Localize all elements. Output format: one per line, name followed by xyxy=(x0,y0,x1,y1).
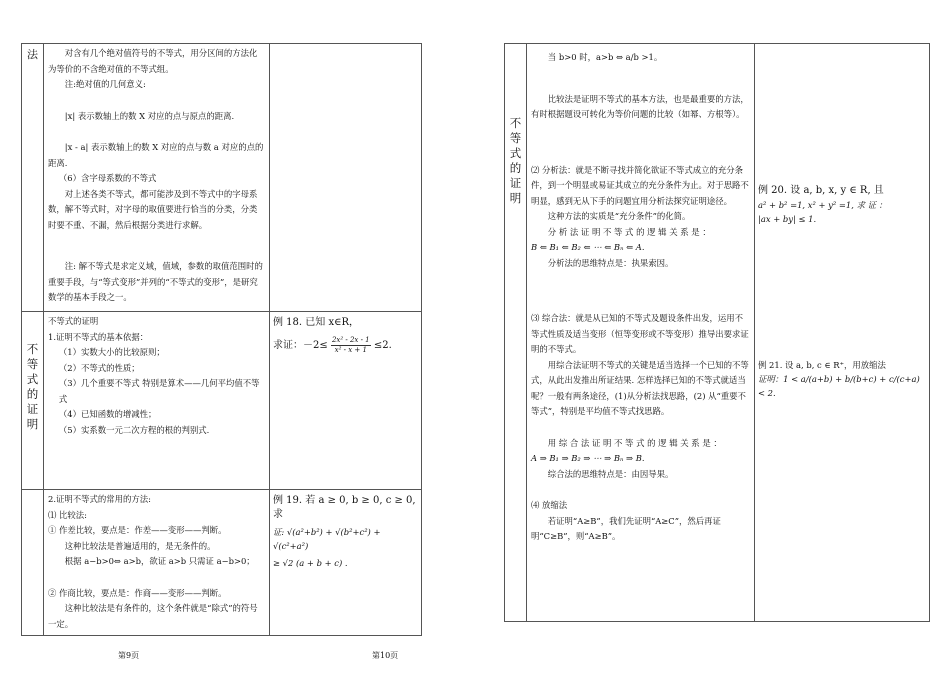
synthesis-key: 用综合法证明不等式的关键是适当选择一个已知的不等式，从此出发推出所证结果. 怎样选择已知的不等式就适当呢？一般有两条途径，(1)从分析法找思路，(2) 从“重要不等式”，特别是平均值不等式找思路。 xyxy=(531,359,749,416)
abs-geometric-note: 注:绝对值的几何意义: xyxy=(64,79,146,89)
synthesis-method: ⑶ 综合法：就是从已知的不等式及题设条件出发，运用不等式性质及适当变形（恒等变形或不等变形）推导出要求证明的不等式。 xyxy=(531,313,749,354)
right-text-cell xyxy=(527,44,755,622)
example-18-prove: 求证：－2≤ xyxy=(273,340,328,351)
analysis-thinking: 分析法的思维特点是：执果索因。 xyxy=(547,257,674,268)
example-18-title: 例 18. 已知 x∈R， xyxy=(273,317,360,328)
example-18-tail: ≤2. xyxy=(373,340,392,351)
example-21-line2: 证明：1 < a/(a+b) + b/(b+c) + c/(c+a) < 2. xyxy=(758,374,920,398)
example-19-title: 例 19. 若 a ≥ 0, b ≥ 0, c ≥ 0, 求 xyxy=(273,495,416,520)
quotient-note: 这种比较法是有条件的，这个条件就是“除式”的符号一定。 xyxy=(48,603,258,629)
basis-item-1: （1）实数大小的比较原则； xyxy=(58,347,165,357)
example-18-statement xyxy=(273,336,418,355)
row3-side-cell xyxy=(22,490,44,636)
proof-heading: 不等式的证明 xyxy=(48,316,99,326)
analysis-logic-heading: 分 析 法 证 明 不 等 式 的 逻 辑 关 系 是 ： xyxy=(547,226,711,237)
analysis-method: ⑵ 分析法：就是不断寻找并简化欲证不等式成立的充分条件，到一个明显或易证其成立的充分条件为止。对于思路不明显，感到无从下手的问题宜用分析法探究证明途径。 xyxy=(531,164,749,206)
quotient-rule: 当 b>0 时，a>b ⇔ a/b >1。 xyxy=(547,52,663,62)
basis-item-5: （5）实系数一元二次方程的根的判别式. xyxy=(58,424,210,435)
page-number-10: 第10页 xyxy=(372,651,399,660)
synthesis-thinking: 综合法的思维特点是：由因导果。 xyxy=(547,468,674,479)
row1-side-cell xyxy=(22,44,44,312)
difference-rule: 根据 a−b>0⇔ a>b，欲证 a>b 只需证 a−b>0； xyxy=(64,556,255,566)
abs-x-meaning: |x| 表示数轴上的数 X 对应的点与原点的距离. xyxy=(64,110,235,121)
analysis-essence: 这种方法的实质是“充分条件”的化简。 xyxy=(547,211,691,221)
difference-compare: ① 作差比较，要点是：作差——变形——判断。 xyxy=(48,525,227,535)
left-page xyxy=(21,43,422,636)
row1-example-cell xyxy=(270,44,422,312)
row1-text-cell xyxy=(44,44,270,312)
right-example-cell xyxy=(755,44,930,622)
left-table xyxy=(21,43,422,636)
example-20-line3: |ax + by| ≤ 1. xyxy=(758,214,817,224)
row2-side-label: 不等式的证明 xyxy=(26,342,39,431)
example-18-fraction xyxy=(331,336,371,355)
example-21-line1: 例 21. 设 a, b, c ∈ R⁺，用放缩法 xyxy=(758,360,886,370)
example-18-cell xyxy=(270,312,422,490)
example-18-denominator: x² - x + 1 xyxy=(334,346,367,354)
example-19-line2: 证: √(a²+b²) + √(b²+c²) + √(c²+a²) xyxy=(273,527,381,551)
basis-item-4: （4）已知函数的增减性； xyxy=(58,409,157,419)
synthesis-logic-heading: 用 综 合 法 证 明 不 等 式 的 逻 辑 关 系 是 ： xyxy=(547,437,722,448)
row2-text-cell xyxy=(44,312,270,490)
page-number-9: 第9页 xyxy=(118,651,140,660)
scaling-text: 若证明“A≥B”，我们先证明“A≥C”，然后再证明“C≥B”，则“A≥B”。 xyxy=(531,515,721,541)
example-19-line3: ≥ √2 (a + b + c) . xyxy=(273,558,348,568)
example-19-cell xyxy=(270,490,422,636)
comparison-heading: ⑴ 比较法: xyxy=(48,509,87,520)
letter-coeff-text: 对上述各类不等式，都可能涉及到不等式中的字母系数，解不等式时，对字母的取值要进行恰当的分类，分类时要不重、不漏，然后根据分类进行求解。 xyxy=(48,188,258,230)
analysis-logic-chain: B ⇐ B₁ ⇐ B₂ ⇐ ⋯ ⇐ Bₙ ⇐ A. xyxy=(531,242,645,252)
quotient-compare: ② 作商比较，要点是：作商——变形——判断。 xyxy=(48,587,227,598)
basis-heading: 1.证明不等式的基本依据： xyxy=(48,331,149,342)
right-side-cell xyxy=(505,44,527,622)
example-20-line1: 例 20. 设 a, b, x, y ∈ R, 且 xyxy=(758,185,884,196)
basis-item-3: （3）几个重要不等式 特别是算术——几何平均值不等式 xyxy=(58,378,260,404)
row1-side-label: 法 xyxy=(27,48,38,61)
abs-value-method: 对含有几个绝对值符号的不等式，用分区间的方法化为等价的不含绝对值的不等式组。 xyxy=(48,48,258,74)
row2-side-cell xyxy=(22,312,44,490)
methods-heading: 2.证明不等式的常用的方法: xyxy=(48,494,151,504)
scaling-heading: ⑷ 放缩法 xyxy=(531,500,568,510)
example-20-line2: a² + b² =1, x² + y² =1, 求 证 ： xyxy=(758,200,888,210)
difference-note: 这种比较法是普遍适用的，是无条件的。 xyxy=(64,540,216,551)
solve-note: 注: 解不等式是求定义域，值域，参数的取值范围时的重要手段，与“等式变形”并列的“不等式的变形”，是研究数学的基本手段之一。 xyxy=(48,261,263,302)
comparison-summary: 比较法是证明不等式的基本方法，也是最重要的方法，有时根据题设可转化为等价问题的比较（如幂、方根等）。 xyxy=(531,93,749,119)
letter-coeff-heading: （6）含字母系数的不等式 xyxy=(58,173,157,183)
basis-item-2: （2）不等式的性质； xyxy=(58,362,140,373)
example-18-numerator: 2x² - 2x - 1 xyxy=(331,336,370,344)
abs-x-a-meaning: |x - a| 表示数轴上的数 X 对应的点与数 a 对应的点的距离. xyxy=(48,142,264,168)
right-page xyxy=(504,43,930,622)
right-table xyxy=(504,43,930,622)
synthesis-logic-chain: A ⇒ B₁ ⇒ B₂ ⇒ ⋯ ⇒ Bₙ ⇒ B. xyxy=(531,453,645,463)
row3-text-cell xyxy=(44,490,270,636)
right-side-label: 不等式的证明 xyxy=(509,116,522,205)
